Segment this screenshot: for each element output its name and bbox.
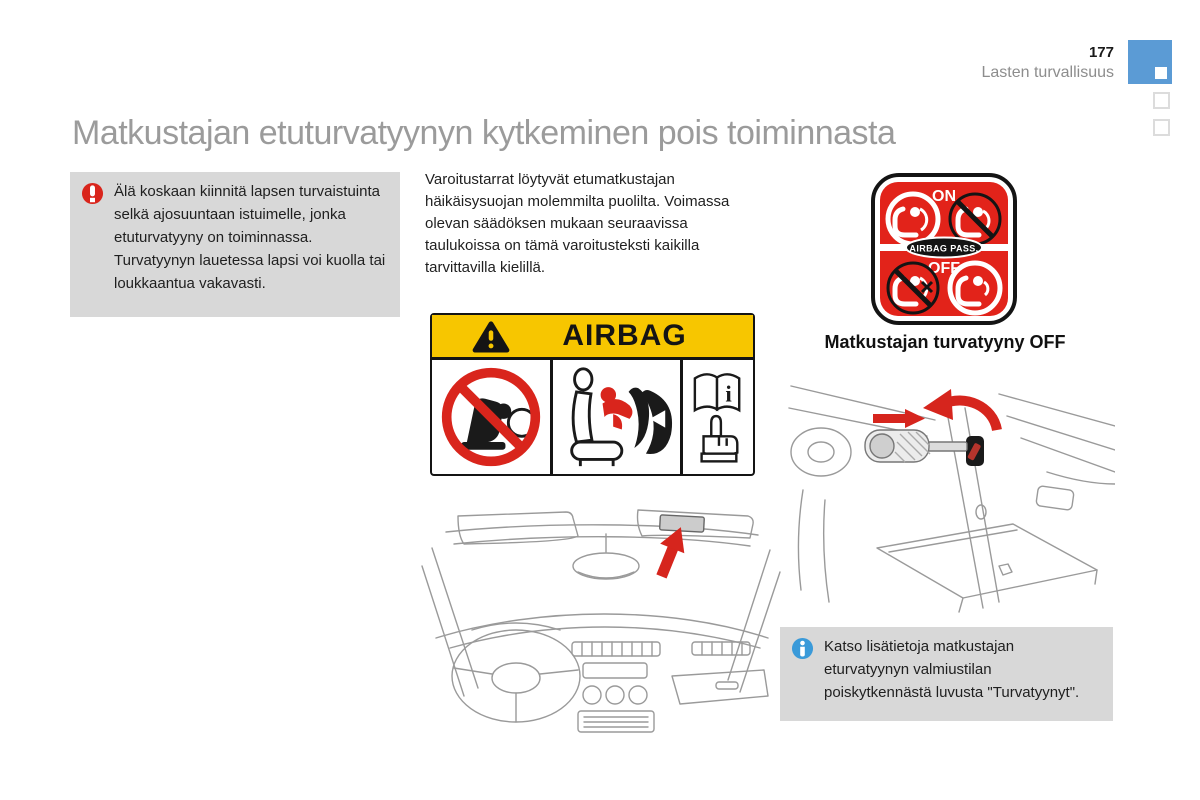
warning-box (70, 172, 400, 317)
page-number: 177 (1088, 44, 1114, 61)
no-rear-facing-child-seat-icon (432, 360, 553, 474)
page-title: Matkustajan etuturvatyynyn kytkeminen pois toiminnasta (72, 114, 896, 152)
sticker-on-text: ON (932, 188, 956, 205)
chapter-tab-outline-square (1153, 119, 1170, 136)
visor-warning-label (660, 515, 705, 532)
info-text: Katso lisätietoja matkustajan eturvatyynyn valmiustilan poiskytkennästä luvusta "Turvatyynyt". (824, 638, 1080, 701)
airbag-label-header (432, 315, 753, 360)
airbag-warning-label (430, 313, 755, 476)
airbag-switch-key-figure (785, 380, 1115, 615)
warning-exclamation-icon (81, 182, 104, 205)
airbag-label-body (432, 360, 753, 474)
warning-triangle-icon (472, 320, 510, 353)
warning-text: Älä koskaan kiinnitä lapsen turvaistuinta selkä ajosuuntaan istuimelle, jonka etuturvatyyny on toiminnassa. Turvatyynyn lauetessa lapsi voi kuolla tai loukkaantua vakavasti. (114, 183, 386, 292)
chapter-tab-inner-square (1155, 67, 1167, 79)
dashboard-visor-figure (420, 480, 782, 740)
sticker-band-text: AIRBAG PASS. (909, 243, 979, 254)
intro-paragraph: Varoitustarrat löytyvät etumatkustajan häikäisysuojan molemmilta puolilta. Voimassa olevan säädöksen mukaan seuraavissa taulukoissa on tämä varoitusteksti kaikilla tarvittavilla kielillä. (425, 171, 730, 276)
airbag-label-title: AIRBAG (562, 319, 687, 352)
sticker-caption: Matkustajan turvatyyny OFF (824, 332, 1066, 352)
read-manual-icon (683, 360, 753, 474)
chapter-tab-marker (1128, 40, 1172, 84)
svg-text:i: i (725, 381, 732, 408)
airbag-pass-sticker (870, 172, 1018, 326)
airbag-deployment-child-seat-icon (553, 360, 683, 474)
sticker-off-text: OFF (928, 260, 960, 277)
turn-arrow-icon (923, 389, 997, 430)
info-icon (791, 637, 814, 660)
chapter-tab-outline-square (1153, 92, 1170, 109)
chapter-title: Lasten turvallisuus (981, 64, 1114, 81)
info-box (780, 627, 1113, 721)
